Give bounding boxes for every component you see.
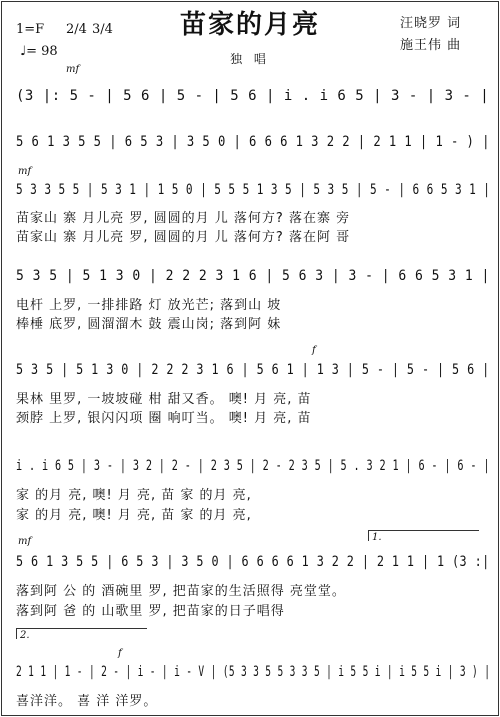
volta-second-label: 2. xyxy=(20,630,30,641)
lyric-line-1: 果林 里罗, 一坡坡碰 柑 甜又香。 噢! 月 亮, 苗 xyxy=(16,392,312,407)
dynamic-mark: f xyxy=(312,345,316,356)
notation-line: 2 1 1 | 1 - | 2 - | i - | i - V | (5 3 3 5 5 3 3 5 | i 5 5 i | i 5 5 i | 3 ) | xyxy=(16,664,491,680)
lyric-line-1: 电杆 上罗, 一排排路 灯 放光芒; 落到山 坡 xyxy=(16,298,282,313)
composer-credit: 施王伟 曲 xyxy=(400,38,462,53)
song-title: 苗家的月亮 xyxy=(179,10,320,40)
lyricist-credit: 汪晓罗 词 xyxy=(400,16,462,31)
volta-first-bracket xyxy=(368,530,479,541)
key-signature: 1=F xyxy=(16,22,45,37)
lyric-line-2: 颈脖 上罗, 银闪闪项 圈 响叮当。 噢! 月 亮, 苗 xyxy=(16,411,312,426)
lyric-line-1: 落到阿 公 的 酒碗里 罗, 把苗家的生活照得 亮堂堂。 xyxy=(16,584,346,599)
lyric-line-2: 苗家山 寨 月儿亮 罗, 圆圆的月 儿 落何方? 落在阿 哥 xyxy=(16,230,351,245)
volta-second-bracket xyxy=(16,628,147,639)
notation-line: i . i 6 5 | 3 - | 3 2 | 2 - | 2 3 5 | 2 - 2 3 5 | 5 . 3 2 1 | 6 - | 6 - | xyxy=(16,458,490,474)
dynamic-mark: mf xyxy=(66,64,80,75)
notation-line: 5 3 3 5 5 | 5 3 1 | 1 5 0 | 5 5 5 1 3 5 | 5 3 5 | 5 - | 6 6 5 3 1 | xyxy=(16,182,491,198)
tempo-marking: ♩= 98 xyxy=(20,44,58,59)
dynamic-mark: mf xyxy=(18,536,32,547)
notation-line: (3 |: 5 - | 5 6 | 5 - | 5 6 | i . i 6 5 | 3 - | 3 - | xyxy=(16,88,490,104)
lyric-line-1: 家 的月 亮, 噢! 月 亮, 苗 家 的月 亮, xyxy=(16,488,252,503)
lyric-line-1: 苗家山 寨 月儿亮 罗, 圆圆的月 儿 落何方? 落在寨 旁 xyxy=(16,211,351,226)
notation-line: 5 3 5 | 5 1 3 0 | 2 2 2 3 1 6 | 5 6 3 | 3 - | 6 6 5 3 1 | xyxy=(16,268,490,284)
notation-line: 5 3 5 | 5 1 3 0 | 2 2 2 3 1 6 | 5 6 1 | 1 3 | 5 - | 5 - | 5 6 | xyxy=(16,362,490,378)
performance-type: 独 唱 xyxy=(230,52,270,66)
notation-line: 5 6 1 3 5 5 | 6 5 3 | 3 5 0 | 6 6 6 6 1 3 2 2 | 2 1 1 | 1 (3 :| xyxy=(16,554,490,570)
lyric-line-2: 落到阿 爸 的 山歌里 罗, 把苗家的日子唱得 xyxy=(16,604,285,619)
time-signature-b: 3/4 xyxy=(92,22,113,37)
time-signature-a: 2/4 xyxy=(66,22,87,37)
dynamic-mark: f xyxy=(118,648,122,659)
notation-line: 5 6 1 3 5 5 | 6 5 3 | 3 5 0 | 6 6 6 1 3 2 2 | 2 1 1 | 1 - ) | xyxy=(16,134,490,150)
lyric-line-1: 喜洋洋。 喜 洋 洋罗。 xyxy=(16,694,158,709)
volta-first-label: 1. xyxy=(372,532,382,543)
lyric-line-2: 家 的月 亮, 噢! 月 亮, 苗 家 的月 亮, xyxy=(16,508,252,523)
dynamic-mark: mf xyxy=(18,166,32,177)
lyric-line-2: 棒棰 底罗, 圆溜溜木 鼓 震山岗; 落到阿 妹 xyxy=(16,317,282,332)
